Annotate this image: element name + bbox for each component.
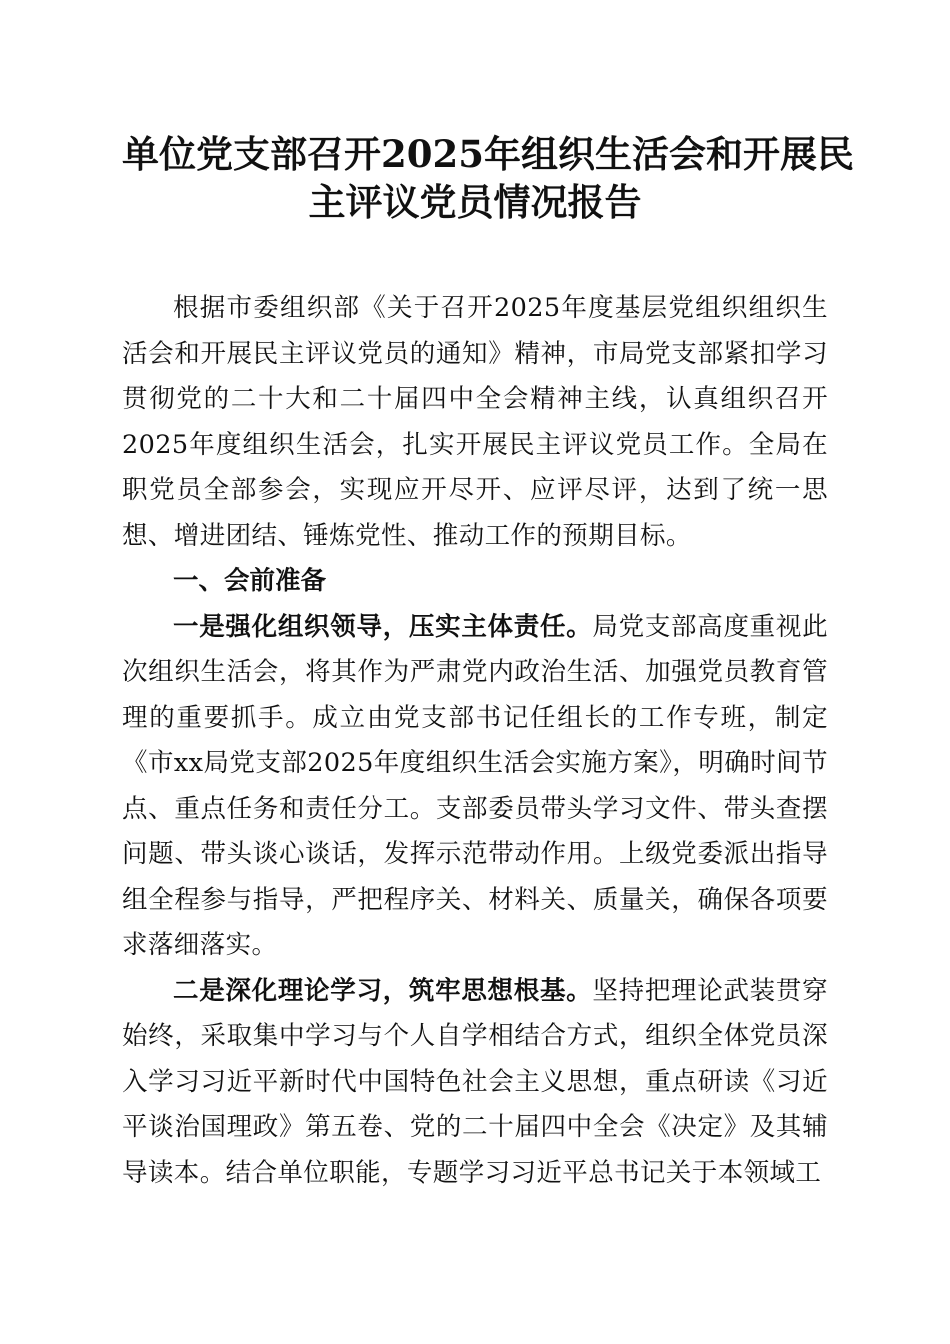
paragraph-2-text: 坚持把理论武装贯穿始终，采取集中学习与个人自学相结合方式，组织全体党员深入学习习近平新时代中国特色社会主义思想，重点研读《习近平谈治国理政》第五卷、党的二十届四中全会《决定》及其辅导读本。结合单位职能，专题学习习近平总书记关于本领域工 [122,975,828,1188]
paragraph-1 [122,605,828,969]
document-body [122,286,828,1196]
paragraph-1-text: 局党支部高度重视此次组织生活会，将其作为严肃党内政治生活、加强党员教育管理的重要抓手。成立由党支部书记任组长的工作专班，制定《市xx局党支部2025年度组织生活会实施方案》，明确时间节点、重点任务和责任分工。支部委员带头学习文件、带头查摆问题、带头谈心谈话，发挥示范带动作用。上级党委派出指导组全程参与指导，严把程序关、材料关、质量关，确保各项要求落细落实。 [122,611,828,960]
document-title [122,130,854,226]
title-line-2: 主评议党员情况报告 [308,180,642,224]
title-line-1: 单位党支部召开2025年组织生活会和开展民 [122,132,854,176]
paragraph-1-lead: 一是强化组织领导，压实主体责任。 [173,611,593,642]
intro-paragraph: 根据市委组织部《关于召开2025年度基层党组织组织生活会和开展民主评议党员的通知》精神，市局党支部紧扣学习贯彻党的二十大和二十届四中全会精神主线，认真组织召开2025年度组织生活会，扎实开展民主评议党员工作。全局在职党员全部参会，实现应开尽开、应评尽评，达到了统一思想、增进团结、锤炼党性、推动工作的预期目标。 [122,293,828,551]
section-heading-1: 一、会前准备 [173,566,327,596]
paragraph-2-lead: 二是深化理论学习，筑牢思想根基。 [173,975,593,1006]
paragraph-2 [122,969,828,1197]
